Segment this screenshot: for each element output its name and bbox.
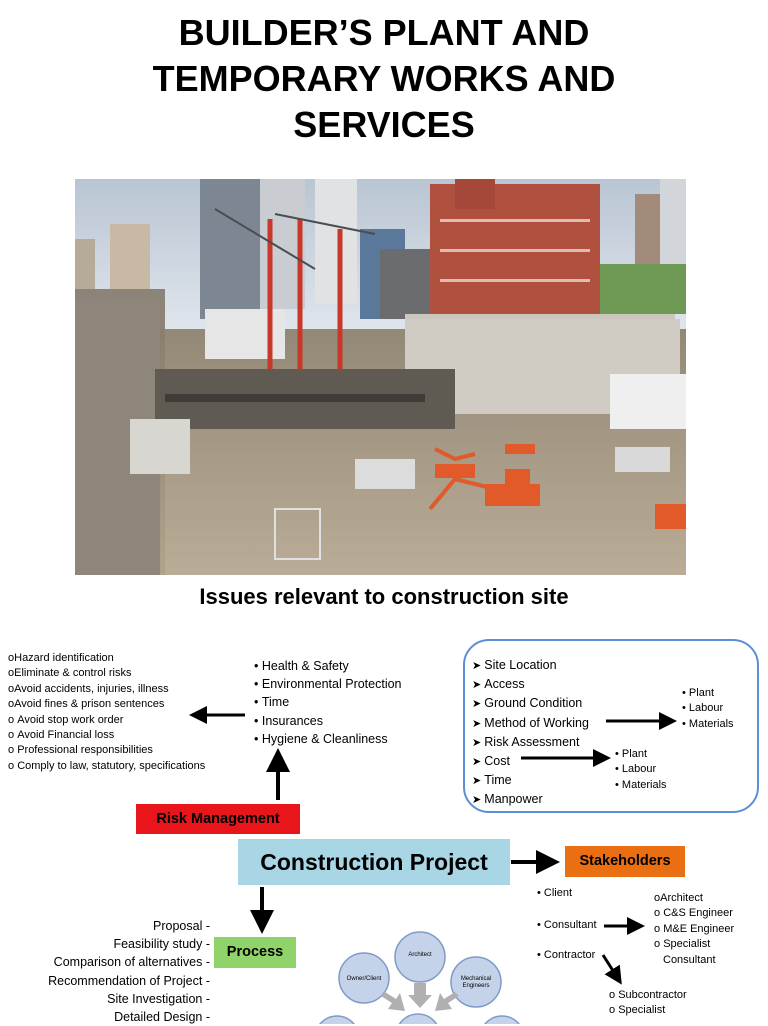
- list-item: o Professional responsibilities: [8, 743, 205, 758]
- list-item: o M&E Engineer: [654, 922, 734, 937]
- list-item: o Avoid fines & prison sentences: [8, 697, 205, 712]
- subtitle: Issues relevant to construction site: [199, 584, 569, 609]
- construction-project-box: Construction Project: [238, 839, 510, 885]
- list-item: ➤ Site Location: [472, 656, 589, 675]
- list-item: • Plant: [682, 686, 734, 701]
- network-label-owner: Owner/Client: [346, 976, 382, 982]
- list-item: • Labour: [615, 762, 667, 777]
- network-node-mechanical: [451, 957, 501, 1007]
- list-item: • Materials: [682, 717, 734, 732]
- list-item: o Specialist: [609, 1003, 687, 1018]
- list-item: o Avoid Financial loss: [8, 728, 205, 743]
- network-label-architect: Architect: [408, 952, 432, 958]
- list-item: ➤ Ground Condition: [472, 694, 589, 713]
- list-item: • Environmental Protection: [254, 675, 402, 693]
- list-item: ➤ Access: [472, 675, 589, 694]
- list-item: o Avoid stop work order: [8, 713, 205, 728]
- list-item: o Specialist: [654, 937, 734, 952]
- title-line-2: TEMPORARY WORKS AND: [152, 58, 616, 99]
- list-item: Feasibility study -: [113, 937, 210, 952]
- stakeholder-client: • Client: [537, 886, 572, 901]
- list-item: o Subcontractor: [609, 988, 687, 1003]
- risk-management-box: Risk Management: [136, 804, 300, 834]
- title-line-3: SERVICES: [293, 104, 475, 145]
- title-line-1: BUILDER’S PLANT AND: [178, 12, 590, 53]
- stakeholder-consultant: • Consultant: [537, 918, 597, 933]
- list-item: Consultant: [663, 953, 716, 966]
- list-item: • Labour: [682, 701, 734, 716]
- list-item: Detailed Design -: [114, 1010, 210, 1025]
- list-item: ➤ Cost: [472, 752, 589, 771]
- list-item: ➤ Risk Assessment: [472, 733, 589, 752]
- network-node-left: [315, 1016, 359, 1024]
- network-node-center: [396, 1014, 440, 1024]
- network-label-mechanical-1: Mechanical: [460, 976, 492, 982]
- list-item: Comparison of alternatives -: [53, 955, 210, 970]
- list-item: o Architect: [654, 891, 734, 906]
- list-item: • Health & Safety: [254, 657, 402, 675]
- network-label-mechanical-2: Engineers: [462, 983, 490, 989]
- stakeholders-box: Stakeholders: [565, 846, 685, 877]
- list-item: Site Investigation -: [107, 991, 210, 1006]
- list-item: Proposal -: [153, 919, 210, 933]
- list-item: o C&S Engineer: [654, 906, 734, 921]
- stakeholder-contractor: • Contractor: [537, 948, 595, 963]
- network-node-right: [480, 1016, 524, 1024]
- list-item: ➤ Method of Working: [472, 714, 589, 733]
- list-item: ➤ Time: [472, 771, 589, 790]
- list-item: Recommendation of Project -: [48, 973, 210, 988]
- list-item: • Hygiene & Cleanliness: [254, 730, 402, 748]
- list-item: o Hazard identification: [8, 651, 205, 666]
- list-item: o Comply to law, statutory, specifications: [8, 759, 205, 774]
- list-item: o Avoid accidents, injuries, illness: [8, 682, 205, 697]
- list-item: • Time: [254, 693, 402, 711]
- list-item: ➤ Manpower: [472, 790, 589, 809]
- list-item: • Plant: [615, 747, 667, 762]
- list-item: • Insurances: [254, 712, 402, 730]
- process-box: Process: [214, 937, 296, 968]
- list-item: o Eliminate & control risks: [8, 666, 205, 681]
- list-item: • Materials: [615, 778, 667, 793]
- stakeholder-network: [315, 932, 524, 1024]
- arrow-contractor-to-list: [603, 955, 617, 977]
